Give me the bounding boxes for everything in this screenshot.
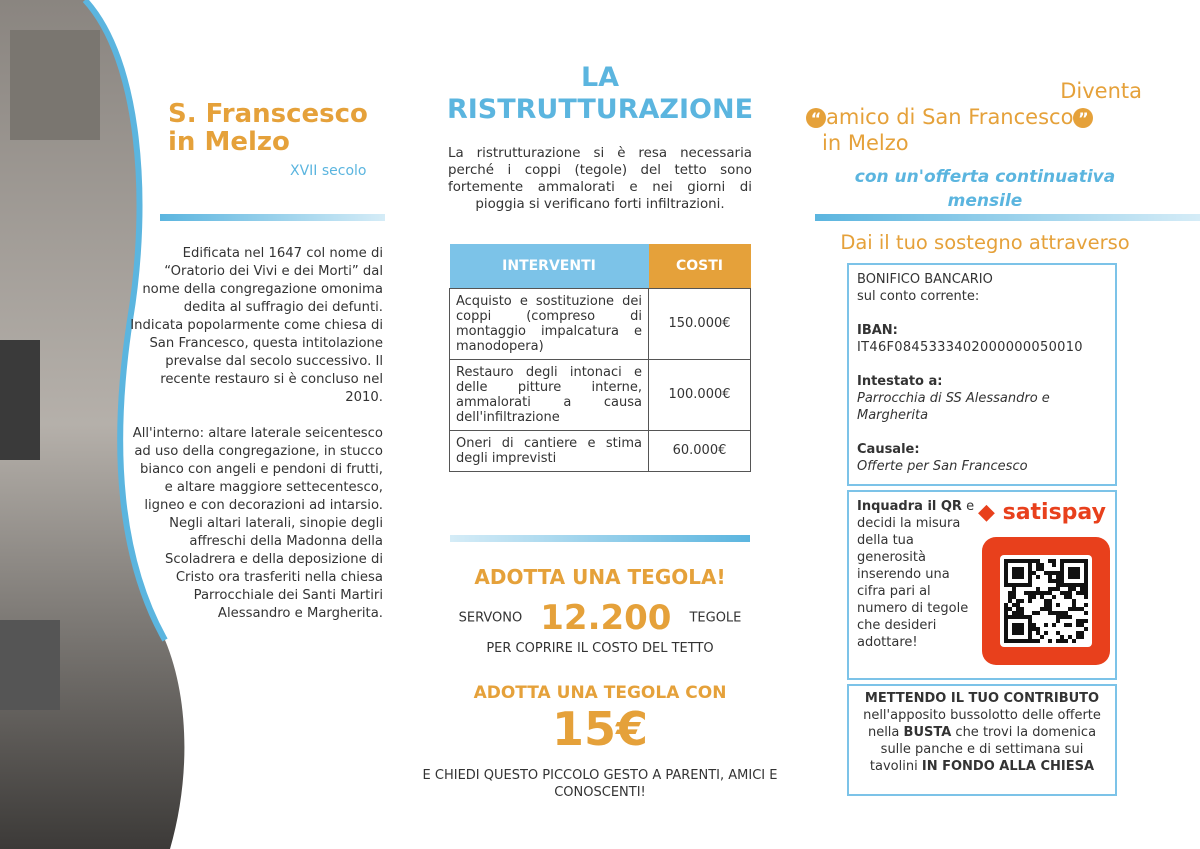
bank-subtitle: sul conto corrente: [857, 289, 980, 304]
cell: Oneri di cantiere e stima degli imprevisti [450, 430, 649, 471]
cell: 60.000€ [649, 430, 751, 471]
envelope-bold: METTENDO IL TUO CONTRIBUTO [864, 691, 1100, 706]
reason-label: Causale: [857, 442, 920, 457]
support-heading: Dai il tuo sostegno attraverso [840, 231, 1130, 254]
title-line: S. Franscesco [168, 99, 368, 129]
quote-open-icon: “ [806, 108, 826, 128]
label: TEGOLE [689, 610, 742, 626]
century-label: XVII secolo [290, 163, 367, 179]
satispay-icon: ◆ [978, 500, 995, 525]
reason-value: Offerte per San Francesco [857, 459, 1028, 474]
satispay-logo [978, 500, 1106, 525]
monthly-offer: con un'offerta continuativa mensile [854, 167, 1116, 211]
cell: Acquisto e sostituzione dei coppi (compreso di montaggio impalcatura e manodopera) [450, 288, 649, 359]
ask-text: E CHIEDI QUESTO PICCOLO GESTO A PARENTI, AMICI E CONOSCENTI! [422, 768, 778, 800]
iban-label: IBAN: [857, 323, 898, 338]
bank-title: BONIFICO BANCARIO [857, 272, 993, 287]
table-row [450, 359, 751, 430]
history-text [130, 245, 383, 641]
satispay-bold: Inquadra il QR [857, 499, 962, 514]
tile-count: 12.200 [540, 598, 672, 638]
church-title [168, 100, 368, 156]
envelope-bold: IN FONDO ALLA CHIESA [921, 759, 1095, 774]
qr-code[interactable] [982, 537, 1110, 665]
header-costi: COSTI [649, 244, 751, 288]
envelope-text: nell'apposito bussolotto delle offerte nella [863, 708, 1101, 740]
qr-pattern-icon [1000, 555, 1092, 647]
adopt-heading: ADOTTA UNA TEGOLA! [474, 565, 726, 589]
title-line: in Melzo [168, 127, 290, 157]
divider [815, 214, 1200, 221]
divider [450, 535, 750, 542]
envelope-box [847, 684, 1117, 796]
iban-value[interactable]: IT46F0845333402000000050010 [857, 340, 1083, 355]
heading-line: in Melzo [822, 131, 909, 155]
heading-line: amico di San Francesco [826, 105, 1074, 129]
title-line: LA [580, 62, 620, 93]
heading-line: Diventa [1060, 79, 1142, 103]
quote-close-icon: ” [1073, 108, 1093, 128]
header-interventi: INTERVENTI [450, 244, 649, 288]
table-row [450, 288, 751, 359]
label: SERVONO [458, 610, 523, 626]
cell: 150.000€ [649, 288, 751, 359]
divider [160, 214, 385, 221]
cell: Restauro degli intonaci e delle pitture interne, ammalorati a causa dell'infiltrazione [450, 359, 649, 430]
title-line: RISTRUTTURAZIONE [446, 94, 754, 125]
history-paragraph: Edificata nel 1647 col nome di “Oratorio dei Vivi e dei Morti” dal nome della congregazione omonima dedita al suffragio dei defunti. Indicata popolarmente come chiesa di San Francesco, questa intitolazione prevalse dal secolo successivo. Il recente restauro si è concluso nel 2010. [130, 246, 383, 405]
table-row [450, 430, 751, 471]
friend-heading [810, 78, 1152, 156]
tiles-needed [420, 598, 780, 638]
intro-text: La ristrutturazione si è resa necessaria perché i coppi (tegole) del tetto sono fortemente ammalorati e nei giorni di pioggia si verificano forti infiltrazioni. [448, 146, 752, 212]
envelope-text: che trovi la domenica sulle panche e di settimana sui tavolini [869, 725, 1097, 774]
price: 15€ [551, 702, 649, 756]
holder-label: Intestato a: [857, 374, 943, 389]
costs-table [449, 244, 751, 472]
section-title [420, 62, 780, 126]
envelope-bold: BUSTA [903, 725, 952, 740]
cover-cost-text: PER COPRIRE IL COSTO DEL TETTO [486, 641, 714, 656]
bank-transfer-box [847, 263, 1117, 486]
brand-name: satispay [1002, 500, 1106, 525]
cell: 100.000€ [649, 359, 751, 430]
holder-value: Parrocchia di SS Alessandro e Margherita [857, 391, 1050, 423]
satispay-text: e decidi la misura della tua generosità inserendo una cifra pari al numero di tegole che desideri adottare! [857, 499, 975, 650]
adopt-with-heading: ADOTTA UNA TEGOLA CON [473, 683, 727, 703]
history-paragraph: All'interno: altare laterale seicentesco ad uso della congregazione, in stucco bianco con angeli e pendoni di frutti, e altare maggiore settecentesco, ligneo e con decorazioni ad intarsio. Negli altari laterali, sinopie degli affreschi della Madonna della Scoladrera e della deposizione di Cristo ora trasferiti nella chiesa Parrocchiale dei Santi Martiri Alessandro e Margherita. [132, 426, 383, 621]
